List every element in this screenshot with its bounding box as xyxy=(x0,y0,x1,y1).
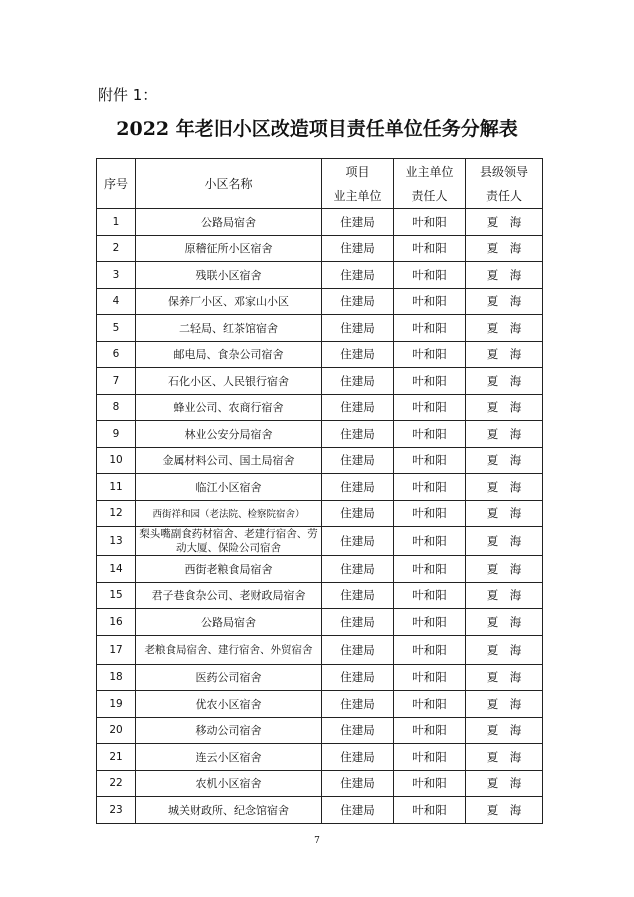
header-name: 小区名称 xyxy=(136,159,322,209)
row-owner: 住建局 xyxy=(322,474,394,501)
row-index: 3 xyxy=(97,262,136,289)
row-leader: 夏 海 xyxy=(466,368,543,395)
row-index: 19 xyxy=(97,691,136,718)
row-owner: 住建局 xyxy=(322,635,394,664)
header-owner-line1: 项目 xyxy=(345,164,370,179)
row-index: 17 xyxy=(97,635,136,664)
table-row xyxy=(97,664,543,691)
row-name: 农机小区宿舍 xyxy=(136,770,322,797)
row-owner: 住建局 xyxy=(322,394,394,421)
table-row xyxy=(97,797,543,824)
row-index: 20 xyxy=(97,717,136,744)
table-row xyxy=(97,209,543,236)
row-responsible: 叶和阳 xyxy=(394,770,466,797)
row-owner: 住建局 xyxy=(322,691,394,718)
row-name: 老粮食局宿舍、建行宿舍、外贸宿舍 xyxy=(136,635,322,664)
row-index: 13 xyxy=(97,527,136,556)
row-leader: 夏 海 xyxy=(466,421,543,448)
row-name: 公路局宿舍 xyxy=(136,609,322,636)
row-owner: 住建局 xyxy=(322,527,394,556)
table-row xyxy=(97,556,543,583)
row-index: 8 xyxy=(97,394,136,421)
row-leader: 夏 海 xyxy=(466,797,543,824)
row-owner: 住建局 xyxy=(322,744,394,771)
row-responsible: 叶和阳 xyxy=(394,664,466,691)
row-index: 11 xyxy=(97,474,136,501)
row-responsible: 叶和阳 xyxy=(394,582,466,609)
row-owner: 住建局 xyxy=(322,368,394,395)
table-row xyxy=(97,474,543,501)
header-index: 序号 xyxy=(97,159,136,209)
row-responsible: 叶和阳 xyxy=(394,209,466,236)
row-leader: 夏 海 xyxy=(466,527,543,556)
row-responsible: 叶和阳 xyxy=(394,262,466,289)
row-index: 23 xyxy=(97,797,136,824)
table-row xyxy=(97,394,543,421)
row-index: 5 xyxy=(97,315,136,342)
row-responsible: 叶和阳 xyxy=(394,341,466,368)
row-owner: 住建局 xyxy=(322,582,394,609)
header-owner xyxy=(322,159,394,209)
table-row xyxy=(97,691,543,718)
row-owner: 住建局 xyxy=(322,421,394,448)
row-responsible: 叶和阳 xyxy=(394,315,466,342)
row-owner: 住建局 xyxy=(322,235,394,262)
row-index: 10 xyxy=(97,447,136,474)
table-row xyxy=(97,717,543,744)
table-row xyxy=(97,609,543,636)
row-responsible: 叶和阳 xyxy=(394,235,466,262)
row-name: 金属材料公司、国土局宿舍 xyxy=(136,447,322,474)
row-owner: 住建局 xyxy=(322,209,394,236)
row-name: 公路局宿舍 xyxy=(136,209,322,236)
row-leader: 夏 海 xyxy=(466,474,543,501)
row-owner: 住建局 xyxy=(322,315,394,342)
table-row xyxy=(97,262,543,289)
row-index: 6 xyxy=(97,341,136,368)
row-owner: 住建局 xyxy=(322,288,394,315)
row-index: 1 xyxy=(97,209,136,236)
row-name: 保养厂小区、邓家山小区 xyxy=(136,288,322,315)
row-leader: 夏 海 xyxy=(466,770,543,797)
row-leader: 夏 海 xyxy=(466,341,543,368)
row-responsible: 叶和阳 xyxy=(394,527,466,556)
row-owner: 住建局 xyxy=(322,556,394,583)
row-leader: 夏 海 xyxy=(466,394,543,421)
row-name: 君子巷食杂公司、老财政局宿舍 xyxy=(136,582,322,609)
row-index: 2 xyxy=(97,235,136,262)
row-name: 林业公安分局宿舍 xyxy=(136,421,322,448)
table-row xyxy=(97,235,543,262)
header-responsible-line1: 业主单位 xyxy=(405,164,454,179)
row-name: 西街祥和园（老法院、检察院宿舍） xyxy=(136,500,322,527)
document-title: 2022 年老旧小区改造项目责任单位任务分解表 xyxy=(116,118,518,140)
row-leader: 夏 海 xyxy=(466,556,543,583)
row-index: 7 xyxy=(97,368,136,395)
page-number: 7 xyxy=(314,836,320,846)
table-row xyxy=(97,447,543,474)
row-leader: 夏 海 xyxy=(466,717,543,744)
table-header-row xyxy=(97,159,543,209)
row-name: 残联小区宿舍 xyxy=(136,262,322,289)
row-responsible: 叶和阳 xyxy=(394,394,466,421)
row-leader: 夏 海 xyxy=(466,447,543,474)
table-row xyxy=(97,635,543,664)
table-row xyxy=(97,527,543,556)
row-index: 18 xyxy=(97,664,136,691)
row-leader: 夏 海 xyxy=(466,209,543,236)
row-responsible: 叶和阳 xyxy=(394,691,466,718)
header-leader-line1: 县级领导 xyxy=(479,164,528,179)
row-leader: 夏 海 xyxy=(466,315,543,342)
header-owner-line2: 业主单位 xyxy=(333,188,382,203)
row-leader: 夏 海 xyxy=(466,582,543,609)
header-responsible xyxy=(394,159,466,209)
table-row xyxy=(97,368,543,395)
header-leader xyxy=(466,159,543,209)
row-owner: 住建局 xyxy=(322,262,394,289)
row-responsible: 叶和阳 xyxy=(394,635,466,664)
row-responsible: 叶和阳 xyxy=(394,447,466,474)
row-leader: 夏 海 xyxy=(466,500,543,527)
row-name: 优农小区宿舍 xyxy=(136,691,322,718)
row-responsible: 叶和阳 xyxy=(394,609,466,636)
header-leader-line2: 责任人 xyxy=(485,188,522,203)
row-leader: 夏 海 xyxy=(466,235,543,262)
row-responsible: 叶和阳 xyxy=(394,474,466,501)
row-owner: 住建局 xyxy=(322,770,394,797)
row-name: 西街老粮食局宿舍 xyxy=(136,556,322,583)
row-index: 21 xyxy=(97,744,136,771)
row-responsible: 叶和阳 xyxy=(394,556,466,583)
row-leader: 夏 海 xyxy=(466,744,543,771)
row-name: 蜂业公司、农商行宿舍 xyxy=(136,394,322,421)
row-responsible: 叶和阳 xyxy=(394,421,466,448)
table-row xyxy=(97,288,543,315)
row-leader: 夏 海 xyxy=(466,609,543,636)
row-index: 12 xyxy=(97,500,136,527)
row-name: 临江小区宿舍 xyxy=(136,474,322,501)
table-row xyxy=(97,582,543,609)
row-index: 16 xyxy=(97,609,136,636)
row-name: 城关财政所、纪念馆宿舍 xyxy=(136,797,322,824)
row-owner: 住建局 xyxy=(322,341,394,368)
table-row xyxy=(97,341,543,368)
row-leader: 夏 海 xyxy=(466,262,543,289)
row-owner: 住建局 xyxy=(322,664,394,691)
row-owner: 住建局 xyxy=(322,609,394,636)
row-index: 15 xyxy=(97,582,136,609)
row-name: 石化小区、人民银行宿舍 xyxy=(136,368,322,395)
row-responsible: 叶和阳 xyxy=(394,744,466,771)
row-name: 移动公司宿舍 xyxy=(136,717,322,744)
row-leader: 夏 海 xyxy=(466,288,543,315)
row-index: 22 xyxy=(97,770,136,797)
task-table xyxy=(96,158,543,824)
row-responsible: 叶和阳 xyxy=(394,500,466,527)
row-owner: 住建局 xyxy=(322,447,394,474)
row-index: 14 xyxy=(97,556,136,583)
row-responsible: 叶和阳 xyxy=(394,717,466,744)
row-owner: 住建局 xyxy=(322,797,394,824)
row-index: 9 xyxy=(97,421,136,448)
table-row xyxy=(97,500,543,527)
attachment-label: 附件 1： xyxy=(98,86,158,104)
row-leader: 夏 海 xyxy=(466,664,543,691)
table-row xyxy=(97,421,543,448)
row-responsible: 叶和阳 xyxy=(394,797,466,824)
table-row xyxy=(97,315,543,342)
row-name: 医药公司宿舍 xyxy=(136,664,322,691)
row-responsible: 叶和阳 xyxy=(394,368,466,395)
header-responsible-line2: 责任人 xyxy=(411,188,448,203)
row-index: 4 xyxy=(97,288,136,315)
row-leader: 夏 海 xyxy=(466,635,543,664)
row-owner: 住建局 xyxy=(322,717,394,744)
row-name: 二轻局、红茶馆宿舍 xyxy=(136,315,322,342)
table-row xyxy=(97,744,543,771)
row-name: 邮电局、食杂公司宿舍 xyxy=(136,341,322,368)
row-responsible: 叶和阳 xyxy=(394,288,466,315)
row-name: 连云小区宿舍 xyxy=(136,744,322,771)
row-name: 原稽征所小区宿舍 xyxy=(136,235,322,262)
row-leader: 夏 海 xyxy=(466,691,543,718)
row-name: 梨头嘴副食药材宿舍、老建行宿舍、劳动大厦、保险公司宿舍 xyxy=(136,527,322,556)
table-row xyxy=(97,770,543,797)
row-owner: 住建局 xyxy=(322,500,394,527)
